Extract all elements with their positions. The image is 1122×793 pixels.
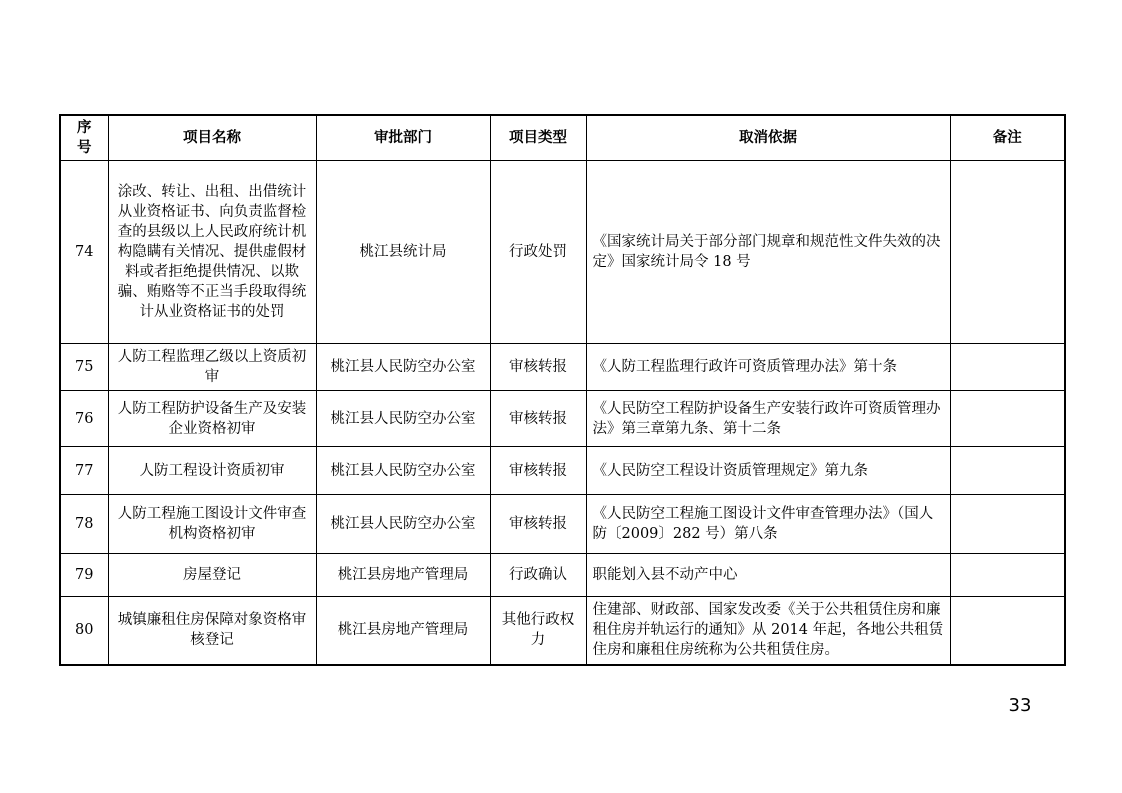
row-basis: 《人民防空工程施工图设计文件审查管理办法》（国人防〔2009〕282 号）第八条 (586, 495, 950, 554)
row-dept: 桃江县统计局 (316, 161, 490, 344)
header-seq-line2: 号 (77, 140, 92, 156)
row-type: 其他行政权力 (490, 597, 586, 665)
row-name: 城镇廉租住房保障对象资格审核登记 (108, 597, 316, 665)
row-seq: 80 (60, 597, 108, 665)
row-dept: 桃江县人民防空办公室 (316, 344, 490, 391)
row-name: 人防工程防护设备生产及安装企业资格初审 (108, 391, 316, 447)
header-type: 项目类型 (490, 115, 586, 161)
row-seq: 76 (60, 391, 108, 447)
row-remarks (950, 597, 1065, 665)
table-row (60, 344, 1065, 391)
row-type: 审核转报 (490, 391, 586, 447)
table-row (60, 391, 1065, 447)
items-table (59, 114, 1066, 666)
row-remarks (950, 554, 1065, 597)
header-basis: 取消依据 (586, 115, 950, 161)
row-remarks (950, 447, 1065, 495)
row-name: 人防工程施工图设计文件审查机构资格初审 (108, 495, 316, 554)
header-dept: 审批部门 (316, 115, 490, 161)
row-remarks (950, 161, 1065, 344)
row-name: 涂改、转让、出租、出借统计从业资格证书、向负责监督检查的县级以上人民政府统计机构隐瞒有关情况、提供虚假材料或者拒绝提供情况、以欺骗、贿赂等不正当手段取得统计从业资格证书的处罚 (108, 161, 316, 344)
table-row (60, 495, 1065, 554)
row-name: 房屋登记 (108, 554, 316, 597)
row-name: 人防工程设计资质初审 (108, 447, 316, 495)
page-number: 33 (1008, 695, 1032, 716)
table-row (60, 597, 1065, 665)
table-header-row (60, 115, 1065, 161)
row-basis: 《人防工程监理行政许可资质管理办法》第十条 (586, 344, 950, 391)
row-dept: 桃江县人民防空办公室 (316, 495, 490, 554)
row-type: 行政处罚 (490, 161, 586, 344)
header-name: 项目名称 (108, 115, 316, 161)
row-seq: 75 (60, 344, 108, 391)
row-seq: 78 (60, 495, 108, 554)
row-dept: 桃江县人民防空办公室 (316, 391, 490, 447)
row-dept: 桃江县房地产管理局 (316, 554, 490, 597)
row-basis: 《国家统计局关于部分部门规章和规范性文件失效的决定》国家统计局令 18 号 (586, 161, 950, 344)
row-seq: 79 (60, 554, 108, 597)
row-dept: 桃江县房地产管理局 (316, 597, 490, 665)
row-type: 审核转报 (490, 495, 586, 554)
row-type: 审核转报 (490, 447, 586, 495)
header-seq-line1: 序 (77, 120, 92, 136)
row-remarks (950, 344, 1065, 391)
row-basis: 住建部、财政部、国家发改委《关于公共租赁住房和廉租住房并轨运行的通知》从 2014 年起，各地公共租赁住房和廉租住房统称为公共租赁住房。 (586, 597, 950, 665)
row-basis: 《人民防空工程防护设备生产安装行政许可资质管理办法》第三章第九条、第十二条 (586, 391, 950, 447)
row-seq: 77 (60, 447, 108, 495)
row-remarks (950, 391, 1065, 447)
row-dept: 桃江县人民防空办公室 (316, 447, 490, 495)
table-row (60, 447, 1065, 495)
row-seq: 74 (60, 161, 108, 344)
table-row (60, 161, 1065, 344)
row-type: 行政确认 (490, 554, 586, 597)
row-basis: 《人民防空工程设计资质管理规定》第九条 (586, 447, 950, 495)
row-remarks (950, 495, 1065, 554)
header-seq (60, 115, 108, 161)
row-name: 人防工程监理乙级以上资质初审 (108, 344, 316, 391)
row-type: 审核转报 (490, 344, 586, 391)
row-basis: 职能划入县不动产中心 (586, 554, 950, 597)
header-remarks: 备注 (950, 115, 1065, 161)
table-row (60, 554, 1065, 597)
